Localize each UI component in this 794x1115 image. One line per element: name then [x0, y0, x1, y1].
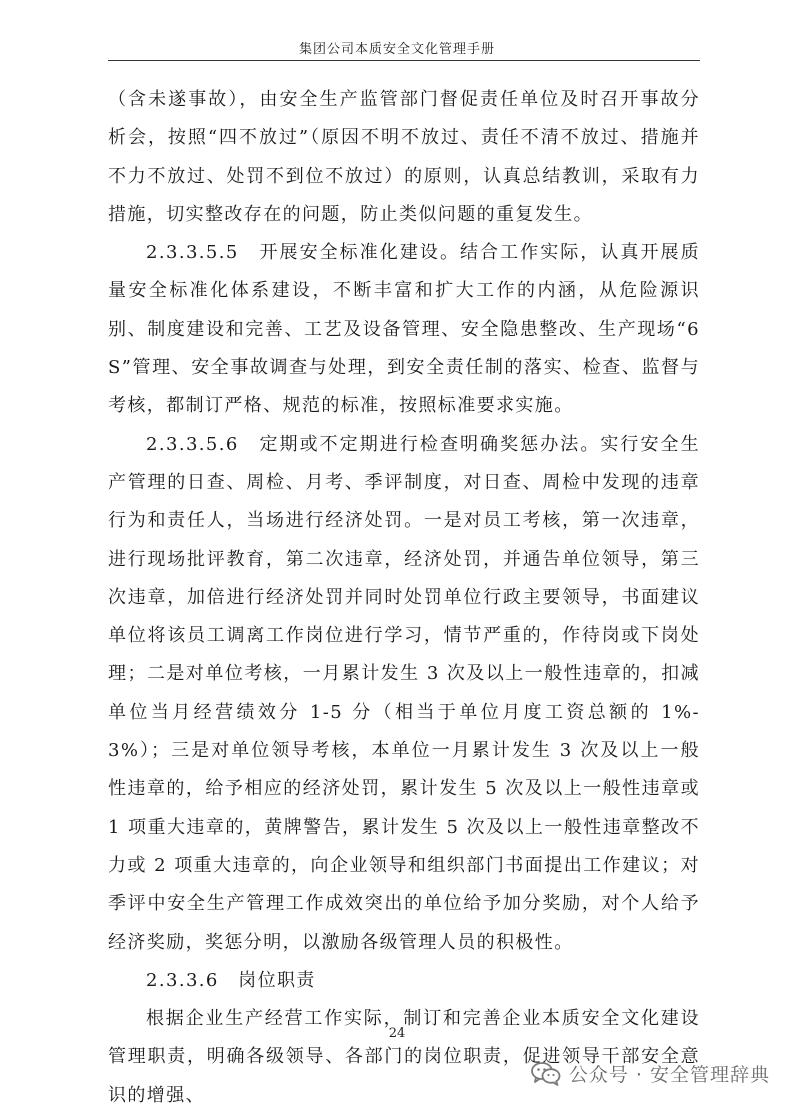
running-header-title: 集团公司本质安全文化管理手册 — [298, 42, 495, 57]
header-divider — [108, 60, 700, 61]
body-paragraph-2: 2.3.3.5.5 开展安全标准化建设。结合工作实际，认真开展质量安全标准化体系建设，不断丰富和扩大工作的内涵，从危险源识别、制度建设和完善、工艺及设备管理、安全隐患整改、生产现场“6S”管理、安全事故调查与处理，到安全责任制的落实、检查、监督与考核，都制订严格、规范的标准，按照标准要求实施。 — [108, 242, 700, 417]
body-paragraph-1: （含未遂事故），由安全生产监管部门督促责任单位及时召开事故分析会，按照“四不放过”（原因不明不放过、责任不清不放过、措施并不力不放过、处罚不到位不放过）的原则，认真总结教训，采取有力措施，切实整改存在的问题，防止类似问题的重复发生。 — [108, 89, 700, 225]
body-paragraph-3: 2.3.3.5.6 定期或不定期进行检查明确奖惩办法。实行安全生产管理的日查、周检、月考、季评制度，对日查、周检中发现的违章行为和责任人，当场进行经济处罚。一是对员工考核，第一次违章，进行现场批评教育，第二次违章，经济处罚，并通告单位领导，第三次违章，加倍进行经济处罚并同时处罚单位行政主要领导，书面建议单位将该员工调离工作岗位进行学习，情节严重的，作待岗或下岗处理；二是对单位考核，一月累计发生 3 次及以上一般性违章的，扣减单位当月经营绩效分 1-5 分（相当于单位月度工资总额的 1%-3%）；三是对单位领导考核，本单位一月累计发生 3 次及以上一般性违章的，给予相应的经济处罚，累计发生 5 次及以上一般性违章或 1 项重大违章的，黄牌警告，累计发生 5 次及以上一般性违章整改不力或 2 项重大违章的，向企业领导和组织部门书面提出工作建议；对季评中安全生产管理工作成效突出的单位给予加分奖励，对个人给予经济奖励，奖惩分明，以激励各级管理人员的积极性。 — [108, 433, 700, 953]
section-heading: 2.3.3.6 岗位职责 — [146, 969, 316, 991]
watermark-text: 公众号 · 安全管理辞典 — [568, 1064, 770, 1086]
page-number: 24 — [388, 1026, 406, 1041]
watermark — [531, 1060, 770, 1087]
wechat-icon — [531, 1061, 561, 1087]
document-body — [108, 81, 700, 1115]
body-paragraph-4: 根据企业生产经营工作实际，制订和完善企业本质安全文化建设管理职责，明确各级领导、各部门的岗位职责，促进领导干部安全意识的增强、 — [108, 1008, 700, 1106]
